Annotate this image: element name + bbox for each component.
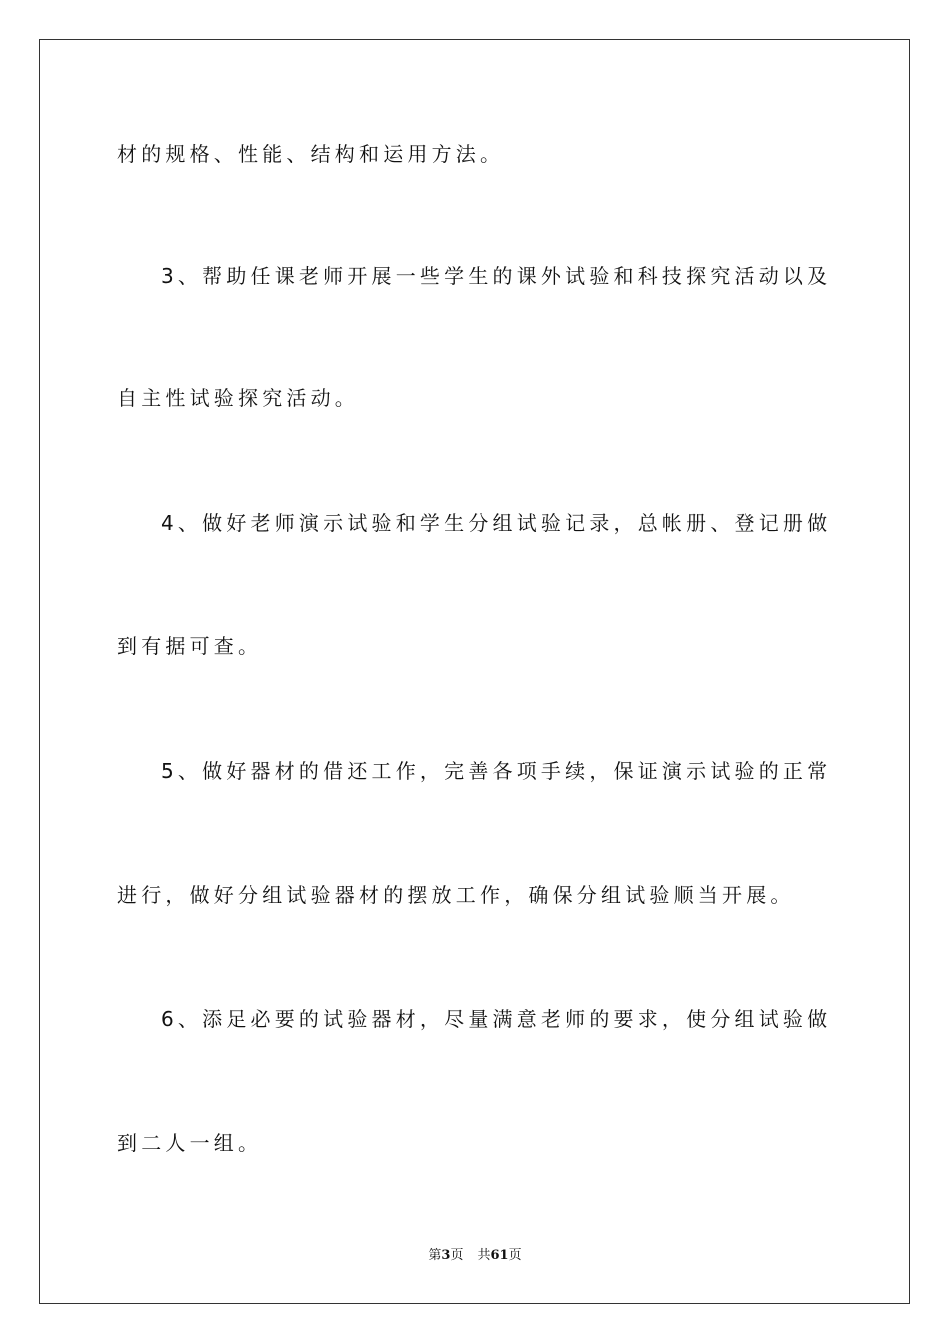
total-page-count: 61 (490, 1248, 509, 1263)
page-prefix: 第 (428, 1248, 442, 1263)
paragraph-4-line: 4、做好老师演示试验和学生分组试验记录，总帐册、登记册做 (161, 511, 832, 535)
total-suffix: 页 (508, 1248, 522, 1263)
body-text-line: 材的规格、性能、结构和运用方法。 (117, 142, 505, 166)
body-text-line: 到有据可查。 (117, 634, 263, 658)
paragraph-6-line: 6、添足必要的试验器材，尽量满意老师的要求，使分组试验做 (161, 1007, 832, 1031)
current-page-number: 3 (441, 1248, 451, 1263)
paragraph-5-line: 5、做好器材的借还工作，完善各项手续，保证演示试验的正常 (161, 759, 832, 783)
body-text-line: 自主性试验探究活动。 (117, 386, 359, 410)
page-footer (0, 1247, 950, 1265)
body-text-line: 进行，做好分组试验器材的摆放工作，确保分组试验顺当开展。 (117, 883, 795, 907)
paragraph-3-line: 3、帮助任课老师开展一些学生的课外试验和科技探究活动以及 (161, 264, 832, 288)
total-prefix: 共 (477, 1248, 491, 1263)
body-text-line: 到二人一组。 (117, 1131, 263, 1155)
page-border (39, 39, 910, 1304)
page-suffix: 页 (450, 1248, 464, 1263)
